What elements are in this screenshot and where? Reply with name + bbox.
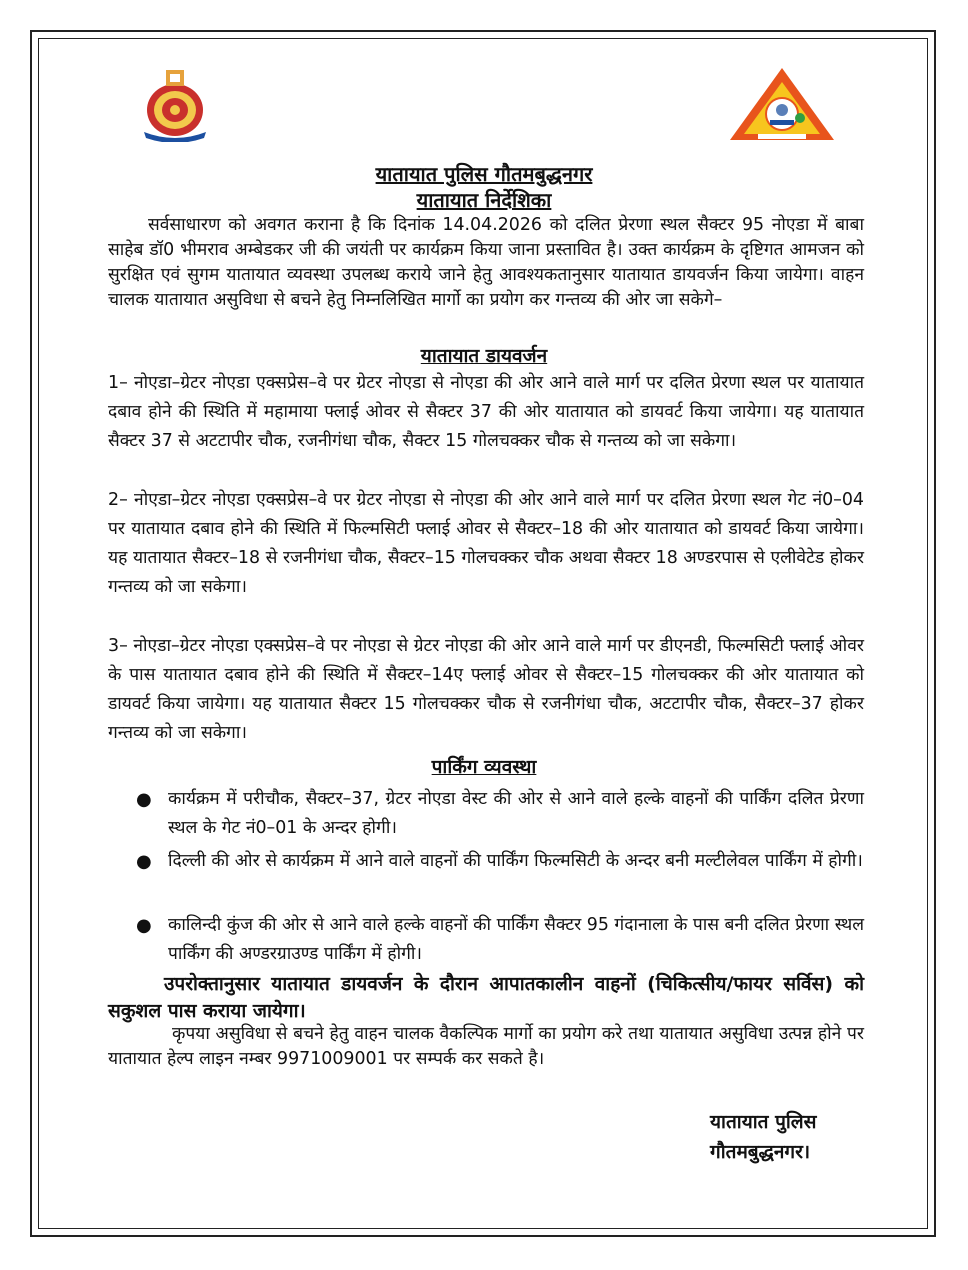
document-title: यातायात पुलिस गौतमबुद्धनगर: [375, 162, 593, 186]
signature-line-2: गौतमबुद्धनगर।: [710, 1141, 811, 1163]
parking-item-2: दिल्ली की ओर से कार्यक्रम में आने वाले वाहनों की पार्किंग फिल्मसिटी के अन्दर बनी मल्टीलेवल पार्किंग में होगी।: [168, 851, 863, 871]
intro-paragraph: सर्वसाधारण को अवगत कराना है कि दिनांक 14.04.2026 को दलित प्रेरणा स्थल सैक्टर 95 नोएडा में बाबा साहेब डॉ0 भीमराव अम्बेडकर जी की जयंती पर कार्यक्रम किया जाना प्रस्तावित है। उक्त कार्यक्रम के दृष्टिगत आमजन को सुरक्षित एवं सुगम यातायात व्यवस्था उपलब्ध कराये जाने हेतु आवश्यकतानुसार यातायात डायवर्जन किया जायेगा। वाहन चालक यातायात असुविधा से बचने हेतु निम्नलिखित मार्गो का प्रयोग कर गन्तव्य की ओर जा सकेगे–: [108, 215, 864, 310]
bullet-icon: ●: [136, 915, 152, 936]
parking-item-3: कालिन्दी कुंज की ओर से आने वाले हल्के वाहनों की पार्किंग सैक्टर 95 गंदानाला के पास बनी दलित प्रेरणा स्थल पार्किंग की अण्डरग्राउण्ड पार्किंग में होगी।: [168, 915, 865, 964]
signature-line-1: यातायात पुलिस: [710, 1111, 817, 1133]
bullet-icon: ●: [136, 789, 152, 810]
diversion-heading: यातायात डायवर्जन: [420, 345, 548, 367]
closing-paragraph: कृपया असुविधा से बचने हेतु वाहन चालक वैकल्पिक मार्गो का प्रयोग करे तथा यातायात असुविधा उत्पन्न होने पर यातायात हेल्प लाइन नम्बर 9971009001 पर सम्पर्क कर सकते है।: [108, 1024, 864, 1069]
up-police-emblem-icon: [130, 66, 220, 142]
diversion-item-3: 3– नोएडा–ग्रेटर नोएडा एक्सप्रेस–वे पर नोएडा से ग्रेटर नोएडा की ओर आने वाले मार्ग पर डीएनडी, फिल्मसिटी फ्लाई ओवर के पास यातायात दबाव होने की स्थिति में सैक्टर–14ए फ्लाई ओवर से सैक्टर–15 गोलचक्कर की ओर यातायात को डायवर्ट किया जायेगा। यह यातायात सैक्टर 15 गोलचक्कर चौक से रजनीगंधा चौक, अटटापीर चौक, सैक्टर–37 होकर गन्तव्य को जा सकेगा।: [108, 636, 864, 743]
bullet-icon: ●: [136, 851, 152, 872]
diversion-item-1: 1– नोएडा–ग्रेटर नोएडा एक्सप्रेस–वे पर ग्रेटर नोएडा से नोएडा की ओर आने वाले मार्ग पर दलित प्रेरणा स्थल पर यातायात दबाव होने की स्थिति में महामाया फ्लाई ओवर से सैक्टर 37 की ओर यातायात को डायवर्ट किया जायेगा। यह यातायात सैक्टर 37 से अटटापीर चौक, रजनीगंधा चौक, सैक्टर 15 गोलचक्कर चौक से गन्तव्य को जा सकेगा।: [108, 373, 864, 451]
document-subtitle: यातायात निर्देशिका: [416, 188, 552, 212]
parking-item-1: कार्यक्रम में परीचौक, सैक्टर–37, ग्रेटर नोएडा वेस्ट की ओर से आने वाले हल्के वाहनों की पार्किंग दलित प्रेरणा स्थल के गेट नं0–01 के अन्दर होगी।: [168, 789, 864, 838]
emergency-notice: उपरोक्तानुसार यातायात डायवर्जन के दौरान आपातकालीन वाहनों (चिकित्सीय/फायर सर्विस) को सकुशल पास कराया जायेगा।: [108, 973, 864, 1022]
diversion-item-2: 2– नोएडा–ग्रेटर नोएडा एक्सप्रेस–वे पर ग्रेटर नोएडा से नोएडा की ओर आने वाले मार्ग पर दलित प्रेरणा स्थल गेट नं0–04 पर यातायात दबाव होने की स्थिति में फिल्मसिटी फ्लाई ओवर से सैक्टर–18 की ओर यातायात को डायवर्ट किया जायेगा। यह यातायात सैक्टर–18 से रजनीगंधा चौक, सैक्टर–15 गोलचक्कर चौक अथवा सैक्टर 18 अण्डरपास से एलीवेटेड होकर गन्तव्य को जा सकेगा।: [108, 490, 864, 597]
parking-heading: पार्किंग व्यवस्था: [431, 756, 537, 778]
up-traffic-police-logo-icon: [728, 66, 836, 142]
